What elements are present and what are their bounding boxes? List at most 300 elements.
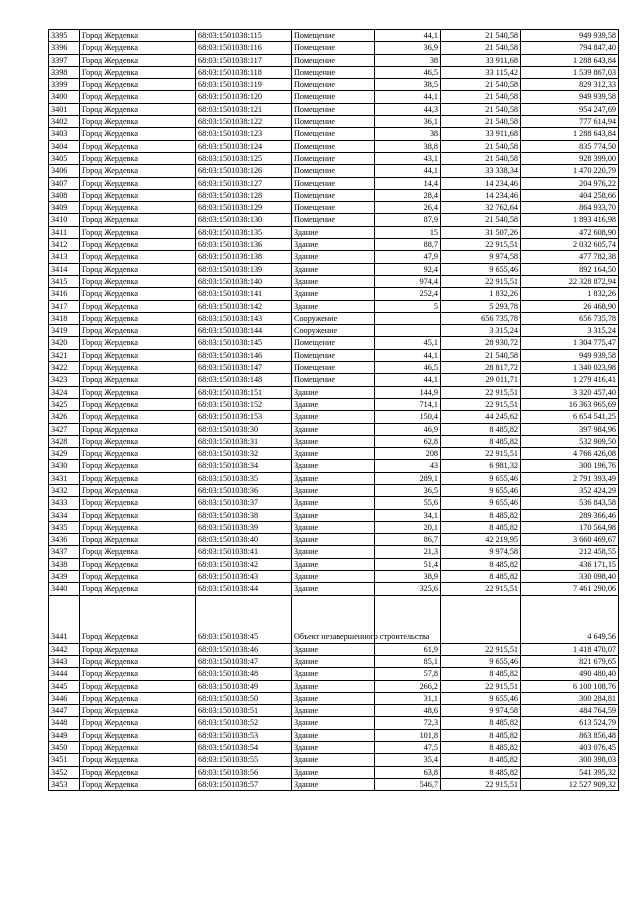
specific-value-cell: 8 485,82	[441, 668, 521, 680]
object-type-cell: Помещение	[292, 66, 375, 78]
locality-cell: Город Жердевка	[80, 717, 196, 729]
area-cell: 38,9	[375, 571, 441, 583]
cadastral-number-cell: 68:03:1501038:138	[196, 251, 292, 263]
cadastral-number-cell: 68:03:1501038:146	[196, 349, 292, 361]
area-cell: 46,5	[375, 66, 441, 78]
area-cell: 44,1	[375, 374, 441, 386]
locality-cell: Город Жердевка	[80, 337, 196, 349]
table-row	[49, 300, 619, 312]
area-cell: 72,3	[375, 717, 441, 729]
cadastral-value-cell: 352 424,29	[521, 484, 619, 496]
cadastral-number-cell: 68:03:1501038:45	[196, 595, 292, 643]
specific-value-cell: 14 234,46	[441, 189, 521, 201]
table-row	[49, 275, 619, 287]
area-cell: 46,5	[375, 362, 441, 374]
cadastral-number-cell: 68:03:1501038:147	[196, 362, 292, 374]
cadastral-value-cell: 1 288 643,84	[521, 54, 619, 66]
table-row	[49, 239, 619, 251]
specific-value-cell: 21 540,58	[441, 152, 521, 164]
specific-value-cell: 1 832,26	[441, 288, 521, 300]
locality-cell: Город Жердевка	[80, 398, 196, 410]
table-row	[49, 325, 619, 337]
locality-cell: Город Жердевка	[80, 128, 196, 140]
row-number-cell: 3403	[49, 128, 80, 140]
specific-value-cell: 22 915,51	[441, 386, 521, 398]
row-number-cell: 3431	[49, 472, 80, 484]
cadastral-value-cell: 403 076,45	[521, 742, 619, 754]
object-type-cell: Здание	[292, 239, 375, 251]
object-type-cell: Здание	[292, 742, 375, 754]
area-cell: 5	[375, 300, 441, 312]
locality-cell: Город Жердевка	[80, 534, 196, 546]
table-row	[49, 251, 619, 263]
cadastral-number-cell: 68:03:1501038:135	[196, 226, 292, 238]
row-number-cell: 3413	[49, 251, 80, 263]
specific-value-cell: 9 655,46	[441, 472, 521, 484]
table-row	[49, 778, 619, 790]
object-type-cell: Здание	[292, 521, 375, 533]
locality-cell: Город Жердевка	[80, 668, 196, 680]
cadastral-value-cell: 821 679,65	[521, 655, 619, 667]
locality-cell: Город Жердевка	[80, 484, 196, 496]
cadastral-value-cell: 404 258,66	[521, 189, 619, 201]
cadastral-value-cell: 6 654 541,25	[521, 411, 619, 423]
specific-value-cell: 32 762,64	[441, 202, 521, 214]
specific-value-cell: 22 915,51	[441, 275, 521, 287]
table-row	[49, 705, 619, 717]
row-number-cell: 3406	[49, 165, 80, 177]
table-row	[49, 558, 619, 570]
specific-value-cell: 5 293,78	[441, 300, 521, 312]
table-row	[49, 177, 619, 189]
cadastral-number-cell: 68:03:1501038:52	[196, 717, 292, 729]
area-cell: 34,1	[375, 509, 441, 521]
table-row	[49, 165, 619, 177]
cadastral-number-cell: 68:03:1501038:119	[196, 79, 292, 91]
table-row	[49, 595, 619, 643]
cadastral-number-cell: 68:03:1501038:51	[196, 705, 292, 717]
area-cell: 36,9	[375, 42, 441, 54]
cadastral-value-cell: 928 399,00	[521, 152, 619, 164]
locality-cell: Город Жердевка	[80, 300, 196, 312]
locality-cell: Город Жердевка	[80, 742, 196, 754]
table-row	[49, 668, 619, 680]
object-type-cell: Здание	[292, 435, 375, 447]
specific-value-cell: 21 540,58	[441, 349, 521, 361]
row-number-cell: 3424	[49, 386, 80, 398]
table-row	[49, 680, 619, 692]
object-type-cell: Здание	[292, 558, 375, 570]
table-row	[49, 692, 619, 704]
object-type-cell: Здание	[292, 655, 375, 667]
row-number-cell: 3421	[49, 349, 80, 361]
specific-value-cell: 3 315,24	[441, 325, 521, 337]
locality-cell: Город Жердевка	[80, 30, 196, 42]
object-type-cell: Сооружение	[292, 325, 375, 337]
specific-value-cell: 33 911,68	[441, 54, 521, 66]
cadastral-number-cell: 68:03:1501038:38	[196, 509, 292, 521]
cadastral-value-cell: 949 939,58	[521, 30, 619, 42]
cadastral-number-cell: 68:03:1501038:40	[196, 534, 292, 546]
locality-cell: Город Жердевка	[80, 546, 196, 558]
specific-value-cell: 22 915,51	[441, 398, 521, 410]
object-type-cell: Помещение	[292, 214, 375, 226]
area-cell: 44,1	[375, 165, 441, 177]
area-cell: 26,4	[375, 202, 441, 214]
area-cell: 47,9	[375, 251, 441, 263]
specific-value-cell: 33 911,68	[441, 128, 521, 140]
locality-cell: Город Жердевка	[80, 42, 196, 54]
cadastral-number-cell: 68:03:1501038:148	[196, 374, 292, 386]
row-number-cell: 3450	[49, 742, 80, 754]
row-number-cell: 3412	[49, 239, 80, 251]
cadastral-number-cell: 68:03:1501038:118	[196, 66, 292, 78]
row-number-cell: 3449	[49, 729, 80, 741]
locality-cell: Город Жердевка	[80, 448, 196, 460]
object-type-cell: Здание	[292, 472, 375, 484]
table-row	[49, 571, 619, 583]
cadastral-value-cell: 300 398,03	[521, 754, 619, 766]
row-number-cell: 3451	[49, 754, 80, 766]
object-type-cell: Здание	[292, 717, 375, 729]
cadastral-value-cell: 2 032 605,74	[521, 239, 619, 251]
cadastral-number-cell: 68:03:1501038:140	[196, 275, 292, 287]
area-cell: 35,4	[375, 754, 441, 766]
object-type-cell: Здание	[292, 251, 375, 263]
cadastral-number-cell: 68:03:1501038:32	[196, 448, 292, 460]
specific-value-cell: 28 930,72	[441, 337, 521, 349]
cadastral-value-cell: 212 458,55	[521, 546, 619, 558]
table-row	[49, 643, 619, 655]
cadastral-value-cell: 6 100 108,76	[521, 680, 619, 692]
object-type-cell: Помещение	[292, 202, 375, 214]
cadastral-number-cell: 68:03:1501038:37	[196, 497, 292, 509]
area-cell: 51,4	[375, 558, 441, 570]
specific-value-cell: 21 540,58	[441, 30, 521, 42]
object-type-cell: Помещение	[292, 177, 375, 189]
cadastral-value-cell: 835 774,50	[521, 140, 619, 152]
area-cell: 20,1	[375, 521, 441, 533]
cadastral-value-cell: 1 279 416,41	[521, 374, 619, 386]
locality-cell: Город Жердевка	[80, 754, 196, 766]
row-number-cell: 3402	[49, 116, 80, 128]
object-type-cell: Помещение	[292, 362, 375, 374]
locality-cell: Город Жердевка	[80, 497, 196, 509]
area-cell: 14,4	[375, 177, 441, 189]
cadastral-number-cell: 68:03:1501038:127	[196, 177, 292, 189]
object-type-cell: Здание	[292, 692, 375, 704]
cadastral-value-cell: 26 468,90	[521, 300, 619, 312]
area-cell: 92,4	[375, 263, 441, 275]
table-row	[49, 729, 619, 741]
cadastral-value-cell: 2 791 393,49	[521, 472, 619, 484]
table-row	[49, 263, 619, 275]
area-cell: 88,7	[375, 239, 441, 251]
object-type-cell: Здание	[292, 484, 375, 496]
cadastral-number-cell: 68:03:1501038:144	[196, 325, 292, 337]
table-row	[49, 386, 619, 398]
cadastral-value-cell: 613 524,79	[521, 717, 619, 729]
cadastral-number-cell: 68:03:1501038:30	[196, 423, 292, 435]
specific-value-cell: 9 655,46	[441, 263, 521, 275]
row-number-cell: 3445	[49, 680, 80, 692]
object-type-cell: Объект незавершенного строительства	[292, 595, 375, 643]
cadastral-value-cell: 532 909,50	[521, 435, 619, 447]
cadastral-value-cell: 397 984,96	[521, 423, 619, 435]
row-number-cell: 3404	[49, 140, 80, 152]
table-row	[49, 509, 619, 521]
cadastral-value-cell: 777 614,94	[521, 116, 619, 128]
locality-cell: Город Жердевка	[80, 692, 196, 704]
specific-value-cell: 29 011,71	[441, 374, 521, 386]
table-row	[49, 472, 619, 484]
table-row	[49, 423, 619, 435]
row-number-cell: 3448	[49, 717, 80, 729]
table-row	[49, 435, 619, 447]
table-row	[49, 140, 619, 152]
cadastral-value-cell: 864 933,70	[521, 202, 619, 214]
locality-cell: Город Жердевка	[80, 509, 196, 521]
locality-cell: Город Жердевка	[80, 374, 196, 386]
table-row	[49, 448, 619, 460]
row-number-cell: 3453	[49, 778, 80, 790]
specific-value-cell: 14 234,46	[441, 177, 521, 189]
cadastral-value-cell: 1 288 643,84	[521, 128, 619, 140]
cadastral-number-cell: 68:03:1501038:48	[196, 668, 292, 680]
specific-value-cell: 6 981,32	[441, 460, 521, 472]
object-type-cell: Здание	[292, 300, 375, 312]
cadastral-value-cell: 1 832,26	[521, 288, 619, 300]
locality-cell: Город Жердевка	[80, 411, 196, 423]
table-row	[49, 460, 619, 472]
locality-cell: Город Жердевка	[80, 312, 196, 324]
object-type-cell: Здание	[292, 423, 375, 435]
row-number-cell: 3414	[49, 263, 80, 275]
row-number-cell: 3396	[49, 42, 80, 54]
locality-cell: Город Жердевка	[80, 655, 196, 667]
row-number-cell: 3442	[49, 643, 80, 655]
specific-value-cell: 21 540,58	[441, 140, 521, 152]
locality-cell: Город Жердевка	[80, 189, 196, 201]
specific-value-cell: 9 655,46	[441, 692, 521, 704]
object-type-cell: Здание	[292, 411, 375, 423]
row-number-cell: 3452	[49, 766, 80, 778]
specific-value-cell: 22 915,51	[441, 680, 521, 692]
row-number-cell: 3407	[49, 177, 80, 189]
cadastral-number-cell: 68:03:1501038:125	[196, 152, 292, 164]
table-row	[49, 337, 619, 349]
cadastral-value-cell: 4 766 426,08	[521, 448, 619, 460]
table-row	[49, 152, 619, 164]
area-cell: 57,8	[375, 668, 441, 680]
table-row	[49, 583, 619, 595]
specific-value-cell: 21 540,58	[441, 103, 521, 115]
area-cell: 144,9	[375, 386, 441, 398]
cadastral-value-table	[48, 29, 619, 791]
object-type-cell: Помещение	[292, 42, 375, 54]
cadastral-number-cell: 68:03:1501038:55	[196, 754, 292, 766]
area-cell: 44,1	[375, 91, 441, 103]
locality-cell: Город Жердевка	[80, 54, 196, 66]
specific-value-cell: 8 485,82	[441, 742, 521, 754]
row-number-cell: 3408	[49, 189, 80, 201]
table-row	[49, 54, 619, 66]
cadastral-value-cell: 289 366,46	[521, 509, 619, 521]
cadastral-value-cell: 863 856,48	[521, 729, 619, 741]
cadastral-number-cell: 68:03:1501038:126	[196, 165, 292, 177]
specific-value-cell: 42 219,95	[441, 534, 521, 546]
row-number-cell: 3423	[49, 374, 80, 386]
cadastral-value-cell: 656 735,78	[521, 312, 619, 324]
specific-value-cell: 8 485,82	[441, 766, 521, 778]
cadastral-value-cell: 16 363 965,69	[521, 398, 619, 410]
object-type-cell: Здание	[292, 571, 375, 583]
area-cell: 61,9	[375, 643, 441, 655]
object-type-cell: Здание	[292, 729, 375, 741]
cadastral-number-cell: 68:03:1501038:139	[196, 263, 292, 275]
specific-value-cell: 8 485,82	[441, 754, 521, 766]
row-number-cell: 3441	[49, 595, 80, 643]
object-type-cell: Здание	[292, 497, 375, 509]
row-number-cell: 3415	[49, 275, 80, 287]
table-row	[49, 349, 619, 361]
object-type-cell: Здание	[292, 509, 375, 521]
area-cell: 325,6	[375, 583, 441, 595]
locality-cell: Город Жердевка	[80, 558, 196, 570]
row-number-cell: 3425	[49, 398, 80, 410]
cadastral-value-cell: 954 247,69	[521, 103, 619, 115]
locality-cell: Город Жердевка	[80, 460, 196, 472]
locality-cell: Город Жердевка	[80, 177, 196, 189]
table-row	[49, 484, 619, 496]
row-number-cell: 3435	[49, 521, 80, 533]
cadastral-value-cell: 7 461 290,06	[521, 583, 619, 595]
area-cell: 44,1	[375, 30, 441, 42]
table-row	[49, 717, 619, 729]
cadastral-value-cell: 22 328 872,94	[521, 275, 619, 287]
object-type-cell: Помещение	[292, 103, 375, 115]
cadastral-number-cell: 68:03:1501038:129	[196, 202, 292, 214]
cadastral-number-cell: 68:03:1501038:136	[196, 239, 292, 251]
table-row	[49, 754, 619, 766]
specific-value-cell: 21 540,58	[441, 214, 521, 226]
area-cell	[375, 312, 441, 324]
locality-cell: Город Жердевка	[80, 362, 196, 374]
cadastral-value-cell: 436 171,15	[521, 558, 619, 570]
row-number-cell: 3437	[49, 546, 80, 558]
table-row	[49, 766, 619, 778]
object-type-cell: Помещение	[292, 54, 375, 66]
specific-value-cell: 21 540,58	[441, 79, 521, 91]
table-row	[49, 546, 619, 558]
locality-cell: Город Жердевка	[80, 423, 196, 435]
cadastral-number-cell: 68:03:1501038:145	[196, 337, 292, 349]
row-number-cell: 3419	[49, 325, 80, 337]
cadastral-number-cell: 68:03:1501038:39	[196, 521, 292, 533]
cadastral-number-cell: 68:03:1501038:151	[196, 386, 292, 398]
table-row	[49, 66, 619, 78]
row-number-cell: 3420	[49, 337, 80, 349]
locality-cell: Город Жердевка	[80, 288, 196, 300]
row-number-cell: 3398	[49, 66, 80, 78]
object-type-cell: Помещение	[292, 152, 375, 164]
specific-value-cell: 9 974,58	[441, 546, 521, 558]
cadastral-number-cell: 68:03:1501038:36	[196, 484, 292, 496]
locality-cell: Город Жердевка	[80, 521, 196, 533]
table-row	[49, 103, 619, 115]
cadastral-number-cell: 68:03:1501038:152	[196, 398, 292, 410]
area-cell: 38	[375, 128, 441, 140]
cadastral-number-cell: 68:03:1501038:123	[196, 128, 292, 140]
cadastral-number-cell: 68:03:1501038:35	[196, 472, 292, 484]
locality-cell: Город Жердевка	[80, 729, 196, 741]
locality-cell: Город Жердевка	[80, 349, 196, 361]
locality-cell: Город Жердевка	[80, 680, 196, 692]
locality-cell: Город Жердевка	[80, 435, 196, 447]
locality-cell: Город Жердевка	[80, 766, 196, 778]
row-number-cell: 3434	[49, 509, 80, 521]
object-type-cell: Здание	[292, 705, 375, 717]
locality-cell: Город Жердевка	[80, 226, 196, 238]
row-number-cell: 3400	[49, 91, 80, 103]
object-type-cell: Помещение	[292, 30, 375, 42]
locality-cell: Город Жердевка	[80, 386, 196, 398]
locality-cell: Город Жердевка	[80, 778, 196, 790]
object-type-cell: Помещение	[292, 165, 375, 177]
area-cell: 252,4	[375, 288, 441, 300]
cadastral-value-cell: 3 660 469,67	[521, 534, 619, 546]
area-cell: 47,5	[375, 742, 441, 754]
area-cell: 546,7	[375, 778, 441, 790]
cadastral-number-cell: 68:03:1501038:117	[196, 54, 292, 66]
cadastral-number-cell: 68:03:1501038:121	[196, 103, 292, 115]
cadastral-number-cell: 68:03:1501038:46	[196, 643, 292, 655]
row-number-cell: 3422	[49, 362, 80, 374]
cadastral-value-cell: 170 564,98	[521, 521, 619, 533]
cadastral-number-cell: 68:03:1501038:43	[196, 571, 292, 583]
specific-value-cell: 22 915,51	[441, 239, 521, 251]
specific-value-cell: 22 915,51	[441, 643, 521, 655]
area-cell: 43	[375, 460, 441, 472]
cadastral-number-cell: 68:03:1501038:143	[196, 312, 292, 324]
document-page	[48, 29, 618, 791]
cadastral-value-cell: 892 164,50	[521, 263, 619, 275]
object-type-cell: Здание	[292, 546, 375, 558]
table-row	[49, 374, 619, 386]
specific-value-cell: 8 485,82	[441, 729, 521, 741]
specific-value-cell: 8 485,82	[441, 509, 521, 521]
row-number-cell: 3417	[49, 300, 80, 312]
specific-value-cell: 21 540,58	[441, 91, 521, 103]
specific-value-cell: 31 507,26	[441, 226, 521, 238]
specific-value-cell: 9 655,46	[441, 655, 521, 667]
locality-cell: Город Жердевка	[80, 583, 196, 595]
cadastral-number-cell: 68:03:1501038:53	[196, 729, 292, 741]
cadastral-number-cell: 68:03:1501038:50	[196, 692, 292, 704]
table-row	[49, 742, 619, 754]
cadastral-value-cell: 1 340 023,98	[521, 362, 619, 374]
table-row	[49, 362, 619, 374]
locality-cell: Город Жердевка	[80, 239, 196, 251]
row-number-cell: 3426	[49, 411, 80, 423]
cadastral-number-cell: 68:03:1501038:141	[196, 288, 292, 300]
object-type-cell: Здание	[292, 226, 375, 238]
specific-value-cell: 22 915,51	[441, 448, 521, 460]
table-row	[49, 521, 619, 533]
area-cell: 289,1	[375, 472, 441, 484]
table-row	[49, 411, 619, 423]
specific-value-cell: 656 735,78	[441, 312, 521, 324]
